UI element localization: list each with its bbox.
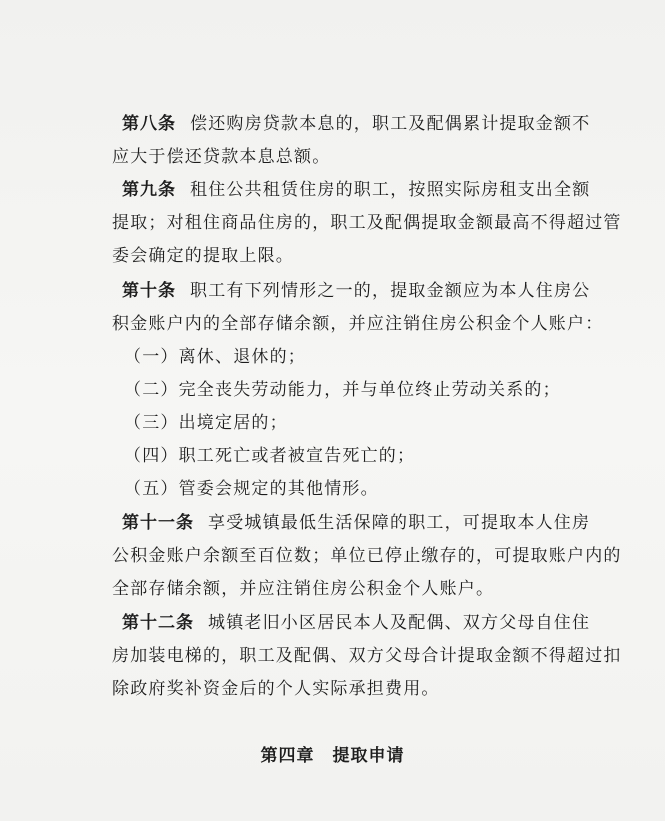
article-text-line: 除政府奖补资金后的个人实际承担费用。 bbox=[112, 679, 440, 699]
article-text-line: 委会确定的提取上限。 bbox=[112, 246, 294, 266]
article-text-line: 提取；对租住商品住房的，职工及配偶提取金额最高不得超过管 bbox=[112, 213, 622, 233]
list-item: （五）管委会规定的其他情形。 bbox=[124, 479, 379, 499]
article-text-line: 享受城镇最低生活保障的职工，可提取本人住房 bbox=[208, 513, 591, 533]
article-text-line: 全部存储余额，并应注销住房公积金个人账户。 bbox=[112, 579, 495, 599]
article-number: 第八条 bbox=[122, 114, 176, 134]
chapter-title: 提取申请 bbox=[332, 746, 405, 766]
chapter-heading bbox=[0, 740, 665, 773]
article-8 bbox=[112, 108, 612, 174]
list-item: （三）出境定居的； bbox=[124, 413, 288, 433]
article-number: 第十一条 bbox=[122, 513, 194, 533]
article-9 bbox=[112, 174, 622, 273]
article-text-line: 房加装电梯的，职工及配偶、双方父母合计提取金额不得超过扣 bbox=[112, 646, 622, 666]
article-text-line: 租住公共租赁住房的职工，按照实际房租支出全额 bbox=[190, 180, 591, 200]
list-item: （二）完全丧失劳动能力，并与单位终止劳动关系的； bbox=[124, 380, 561, 400]
article-text-line: 职工有下列情形之一的，提取金额应为本人住房公 bbox=[190, 281, 591, 301]
list-item: （一）离休、退休的； bbox=[124, 347, 306, 367]
article-10 bbox=[112, 275, 612, 341]
article-11 bbox=[112, 507, 622, 606]
article-number: 第十二条 bbox=[122, 613, 194, 633]
article-text-line: 积金账户内的全部存储余额，并应注销住房公积金个人账户： bbox=[112, 314, 604, 334]
list-item: （四）职工死亡或者被宣告死亡的； bbox=[124, 446, 416, 466]
article-number: 第十条 bbox=[122, 281, 176, 301]
article-text-line: 公积金账户余额至百位数；单位已停止缴存的，可提取账户内的 bbox=[112, 546, 622, 566]
chapter-number: 第四章 bbox=[260, 746, 315, 766]
article-text-line: 偿还购房贷款本息的，职工及配偶累计提取金额不 bbox=[190, 114, 591, 134]
article-text-line: 城镇老旧小区居民本人及配偶、双方父母自住住 bbox=[208, 613, 591, 633]
article-12 bbox=[112, 607, 622, 706]
article-text-line: 应大于偿还贷款本息总额。 bbox=[112, 147, 331, 167]
article-number: 第九条 bbox=[122, 180, 176, 200]
